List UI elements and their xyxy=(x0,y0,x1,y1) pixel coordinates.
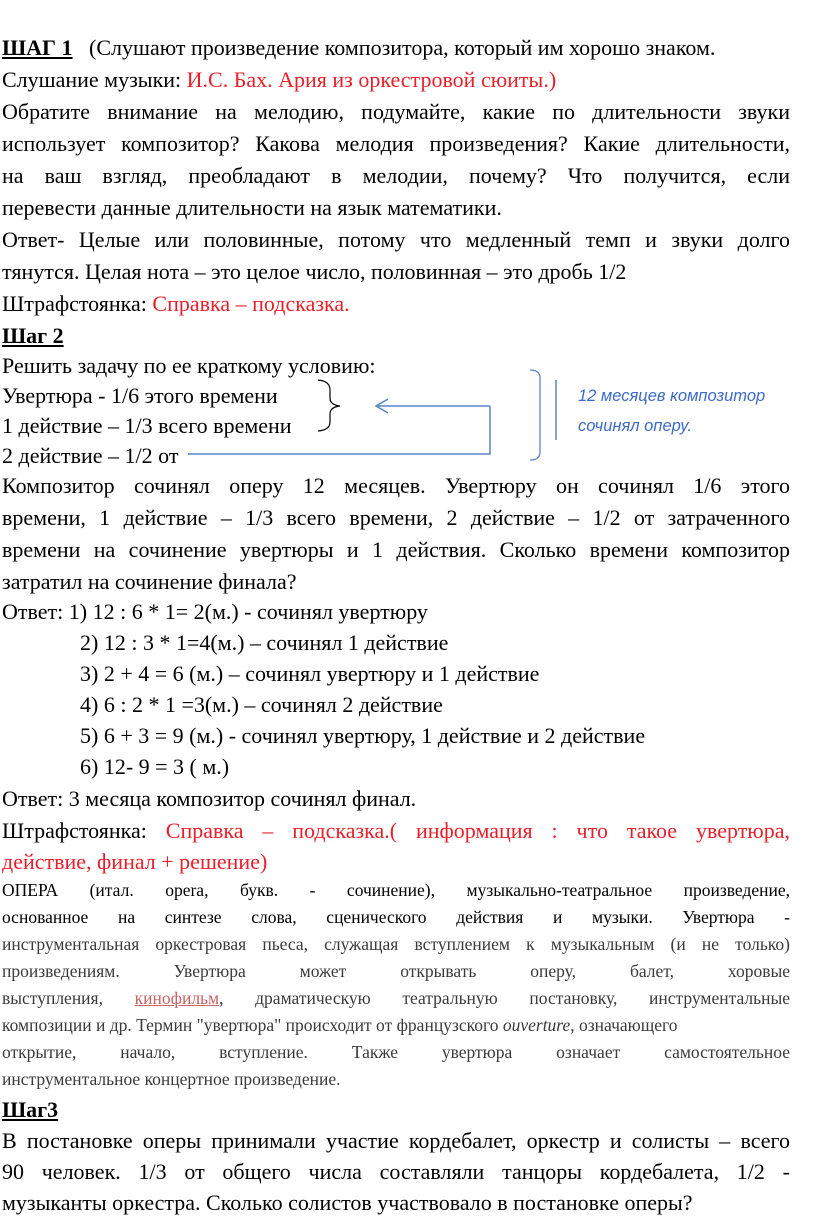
step1-question-line: Обратите внимание на мелодию, подумайте, какие по длительности звуки xyxy=(2,99,790,124)
info-line: инструментальное концертное произведение. xyxy=(2,1069,341,1089)
info-line: открытие, начало, вступление. Также увертюра означает самостоятельное xyxy=(2,1042,790,1062)
info-text: композиции и др. Термин "увертюра" происходит от французского xyxy=(2,1015,503,1035)
problem-line: времени, 1 действие – 1/3 всего времени, 2 действие – 1/2 от затраченного xyxy=(2,505,790,530)
step2-heading: Шаг 2 xyxy=(2,323,64,348)
penalty-label: Штрафстоянка: xyxy=(2,818,166,843)
final-answer: Ответ: 3 месяца композитор сочинял финал. xyxy=(2,786,417,811)
condition-overture: Увертюра - 1/6 этого времени xyxy=(2,383,278,408)
step1-question-line: перевести данные длительности на язык математики. xyxy=(2,195,502,220)
solution-step-1 xyxy=(2,596,790,628)
info-text: - xyxy=(754,907,791,927)
listening-label: Слушание музыки: xyxy=(2,67,187,92)
step3-line: 90 человек. 1/3 от общего числа составляли танцоры кордебалета, 1/2 - xyxy=(2,1159,790,1184)
step3-line: В постановке оперы принимали участие кордебалет, оркестр и солисты – всего xyxy=(2,1128,790,1153)
info-italic: ouverture xyxy=(502,1015,571,1035)
step3-heading: Шаг3 xyxy=(2,1097,59,1122)
info-text: , драматическую театральную постановку, инструментальные xyxy=(219,988,790,1008)
step2-penalty-line xyxy=(2,815,790,847)
solution-step-4: 4) 6 : 2 * 1 =3(м.) – сочинял 2 действие xyxy=(80,692,443,717)
condition-act1: 1 действие – 1/3 всего времени xyxy=(2,413,292,438)
note-bracket xyxy=(530,370,540,460)
solution-step-5: 5) 6 + 3 = 9 (м.) - сочинял увертюру, 1 действие и 2 действие xyxy=(80,723,646,748)
info-term: Увертюра xyxy=(682,907,755,927)
solution-step-6: 6) 12- 9 = 3 ( м.) xyxy=(80,754,230,779)
listening-piece: И.С. Бах. Ария из оркестровой сюиты.) xyxy=(186,67,557,92)
info-line: произведениям. Увертюра может открывать оперу, балет, хоровые xyxy=(2,961,790,981)
connector-line xyxy=(188,406,490,454)
info-line xyxy=(2,1012,790,1039)
penalty-continuation: действие, финал + решение) xyxy=(2,849,268,874)
answer-label: Ответ: xyxy=(2,599,69,624)
info-text: выступления, xyxy=(2,988,135,1008)
solution-step-2: 2) 12 : 3 * 1=4(м.) – сочинял 1 действие xyxy=(80,630,449,655)
step1-answer-line: Ответ- Целые или половинные, потому что медленный темп и звуки долго xyxy=(2,227,790,252)
info-line xyxy=(2,985,790,1012)
solution-text: 1) 12 : 6 * 1= 2(м.) - сочинял увертюру xyxy=(68,599,428,624)
note-text: 12 месяцев композитор сочинял оперу. xyxy=(578,387,766,435)
penalty-value: Справка – подсказка.( информация : что такое увертюра, xyxy=(165,818,791,843)
info-line: ОПЕРА (итал. opera, букв. - сочинение), музыкально-театральное произведение, xyxy=(2,880,790,900)
penalty-label: Штрафстоянка: xyxy=(2,291,153,316)
info-text: основанное на синтезе слова, сценического действия и музыки. xyxy=(2,907,653,927)
step1-question-line: на ваш взгляд, преобладают в мелодии, почему? Что получится, если xyxy=(2,163,790,188)
problem-line: Композитор сочинял оперу 12 месяцев. Увертюру он сочинял 1/6 этого xyxy=(2,473,790,498)
step1-answer-line: тянутся. Целая нота – это целое число, половинная – это дробь 1/2 xyxy=(2,259,627,284)
penalty-value: Справка – подсказка. xyxy=(152,291,350,316)
solution-step-3: 3) 2 + 4 = 6 (м.) – сочинял увертюру и 1 действие xyxy=(80,661,540,686)
info-line: инструментальная оркестровая пьеса, служащая вступлением к музыкальным (и не только) xyxy=(2,934,790,954)
step1-heading: ШАГ 1 xyxy=(2,35,73,60)
step1-question-line: использует композитор? Какова мелодия произведения? Какие длительности, xyxy=(2,131,790,156)
kinofilm-link[interactable]: кинофильм xyxy=(134,988,220,1008)
step3-line: музыканты оркестра. Сколько солистов участвовало в постановке оперы? xyxy=(2,1190,693,1215)
condition-act2: 2 действие – 1/2 от xyxy=(2,443,179,468)
info-text: , означающего xyxy=(570,1015,678,1035)
step1-intro: (Слушают произведение композитора, который им хорошо знаком. xyxy=(89,35,716,60)
problem-line: времени на сочинение увертюры и 1 действия. Сколько времени композитор xyxy=(2,537,790,562)
step2-task-intro: Решить задачу по ее краткому условию: xyxy=(2,353,376,378)
info-line xyxy=(2,904,790,931)
condition-brace xyxy=(318,380,340,431)
problem-line: затратил на сочинение финала? xyxy=(2,569,297,594)
